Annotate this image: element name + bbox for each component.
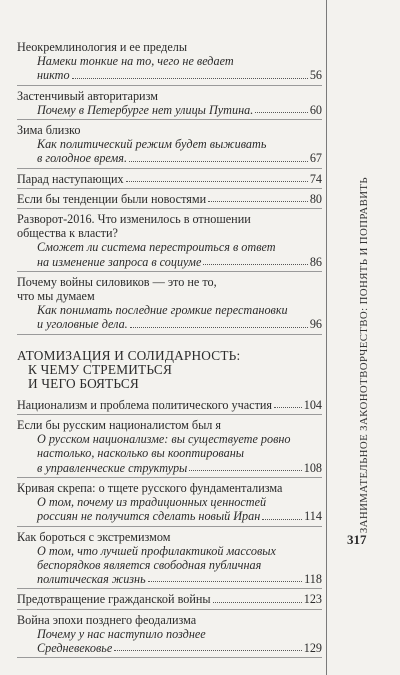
- entry-subtitle: [17, 495, 322, 509]
- leader-dots: [208, 201, 308, 202]
- entry-subtitle-text: на изменение запроса в социуме: [37, 254, 202, 269]
- entry-subtitle-text: Средневековье: [37, 640, 113, 655]
- leader-dots: [189, 470, 301, 471]
- entry-title: [17, 172, 322, 186]
- entry-page-number: 114: [304, 509, 322, 524]
- entry-subtitle-text: россиян не получится сделать новый Иран: [37, 509, 261, 524]
- entry-page-number: 86: [309, 254, 322, 269]
- entry-title: [17, 40, 322, 54]
- leader-dots: [126, 181, 308, 182]
- leader-dots: [114, 650, 301, 651]
- entry-title: [17, 212, 322, 226]
- entry-title: [17, 226, 322, 240]
- entry-subtitle-text: Намеки тонкие на то, чего не ведает: [37, 54, 234, 69]
- entry-title-text: Зима близко: [17, 123, 81, 138]
- entry-subtitle-text: О русском национализме: вы существуете ровно: [37, 432, 291, 447]
- entry-title-text: Почему войны силовиков — это не то,: [17, 274, 217, 289]
- entry-title: [17, 275, 322, 289]
- entry-subtitle-text: никто: [37, 68, 70, 83]
- entry-subtitle: [17, 137, 322, 151]
- leader-dots: [129, 161, 308, 162]
- entry-subtitle: [17, 103, 322, 117]
- entry-page-number: 129: [303, 640, 322, 655]
- toc-entry: [17, 530, 322, 590]
- leader-dots: [213, 602, 302, 603]
- entry-page-number: 74: [309, 171, 322, 186]
- entry-page-number: 123: [303, 592, 322, 607]
- entry-title: [17, 418, 322, 432]
- entry-title-text: Предотвращение гражданской войны: [17, 592, 211, 607]
- leader-dots: [72, 78, 308, 79]
- toc-entry: [17, 418, 322, 478]
- leader-dots: [262, 519, 302, 520]
- page-number: 317: [347, 532, 367, 547]
- entry-subtitle: [17, 558, 322, 572]
- entry-subtitle-text: настолько, насколько вы кооптированы: [37, 446, 245, 461]
- margin-rule: [326, 0, 327, 675]
- entry-subtitle: [17, 509, 322, 523]
- entry-subtitle: [17, 151, 322, 165]
- entry-title-text: Как бороться с экстремизмом: [17, 529, 171, 544]
- entry-subtitle-text: О том, что лучшей профилактикой массовых: [37, 543, 276, 558]
- entry-subtitle: [17, 544, 322, 558]
- entry-title: [17, 398, 322, 412]
- entry-subtitle-text: в голодное время.: [37, 151, 128, 166]
- toc-entry: [17, 123, 322, 169]
- entry-subtitle-text: Сможет ли система перестроиться в ответ: [37, 240, 276, 255]
- entry-subtitle: [17, 432, 322, 446]
- entry-page-number: 67: [309, 151, 322, 166]
- entry-title-text: Национализм и проблема политического участия: [17, 397, 273, 412]
- entry-title: [17, 613, 322, 627]
- entry-title-text: Если бы русским националистом был я: [17, 418, 222, 433]
- toc-entry: [17, 613, 322, 659]
- entry-page-number: 104: [303, 397, 322, 412]
- leader-dots: [148, 581, 303, 582]
- toc-entry: [17, 481, 322, 527]
- section-heading-line: И ЧЕГО БОЯТЬСЯ: [28, 376, 139, 392]
- entry-title: [17, 289, 322, 303]
- entry-subtitle-text: Как понимать последние громкие перестановки: [37, 303, 288, 318]
- entry-page-number: 80: [309, 191, 322, 206]
- entry-page-number: 60: [309, 102, 322, 117]
- leader-dots: [255, 112, 308, 113]
- entry-page-number: 96: [309, 317, 322, 332]
- table-of-contents: [17, 40, 322, 661]
- toc-entry: [17, 592, 322, 609]
- running-head: [354, 40, 374, 670]
- entry-subtitle: [17, 461, 322, 475]
- entry-title-text: Война эпохи позднего феодализма: [17, 612, 197, 627]
- entry-title-text: Застенчивый авторитаризм: [17, 88, 158, 103]
- entry-subtitle: [17, 627, 322, 641]
- entry-subtitle: [17, 240, 322, 254]
- entry-title: [17, 192, 322, 206]
- entry-title-text: Неокремлинология и ее пределы: [17, 40, 188, 54]
- entry-title-text: общества к власти?: [17, 226, 118, 241]
- entry-subtitle-text: беспорядков является свободная публичная: [37, 557, 262, 572]
- entry-subtitle: [17, 68, 322, 82]
- running-head-text: ЗАНИМАТЕЛЬНОЕ ЗАКОНОТВОРЧЕСТВО: ПОНЯТЬ И ПОПРАВИТЬ: [358, 176, 370, 534]
- entry-title-text: Парад наступающих: [17, 171, 124, 186]
- leader-dots: [203, 264, 307, 265]
- entry-title: [17, 592, 322, 606]
- toc-entry: [17, 192, 322, 209]
- toc-entry: [17, 40, 322, 86]
- section-heading: [17, 349, 322, 392]
- toc-entry: [17, 89, 322, 120]
- entry-title-text: Разворот-2016. Что изменилось в отношении: [17, 212, 251, 227]
- entry-subtitle-text: Почему в Петербурге нет улицы Путина.: [37, 102, 254, 117]
- entry-title: [17, 123, 322, 137]
- entry-title-text: Кривая скрепа: о тщете русского фундаментализма: [17, 480, 283, 495]
- entry-subtitle-text: Как политический режим будет выживать: [37, 137, 267, 152]
- entry-subtitle: [17, 446, 322, 460]
- toc-entry: [17, 275, 322, 335]
- entry-title: [17, 89, 322, 103]
- leader-dots: [130, 327, 308, 328]
- toc-entry: [17, 398, 322, 415]
- entry-subtitle-text: О том, почему из традиционных ценностей: [37, 495, 267, 510]
- entry-subtitle-text: политическая жизнь: [37, 572, 146, 587]
- entry-page-number: 118: [304, 572, 322, 587]
- toc-group-b: [17, 398, 322, 658]
- section-heading-line: АТОМИЗАЦИЯ И СОЛИДАРНОСТЬ:: [17, 347, 241, 363]
- entry-title: [17, 530, 322, 544]
- entry-subtitle-text: Почему у нас наступило позднее: [37, 626, 206, 641]
- entry-subtitle-text: и уголовные дела.: [37, 317, 128, 332]
- entry-page-number: 56: [309, 68, 322, 83]
- toc-entry: [17, 172, 322, 189]
- toc-entry: [17, 212, 322, 272]
- entry-subtitle: [17, 54, 322, 68]
- entry-page-number: 108: [303, 460, 322, 475]
- entry-title: [17, 481, 322, 495]
- entry-subtitle: [17, 255, 322, 269]
- entry-subtitle: [17, 303, 322, 317]
- entry-subtitle: [17, 317, 322, 331]
- leader-dots: [274, 407, 302, 408]
- entry-subtitle: [17, 572, 322, 586]
- toc-group-a: [17, 40, 322, 335]
- entry-title-text: что мы думаем: [17, 289, 95, 304]
- entry-title-text: Если бы тенденции были новостями: [17, 191, 207, 206]
- entry-subtitle-text: в управленческие структуры: [37, 460, 188, 475]
- section-heading-line: К ЧЕМУ СТРЕМИТЬСЯ: [28, 362, 173, 378]
- entry-subtitle: [17, 641, 322, 655]
